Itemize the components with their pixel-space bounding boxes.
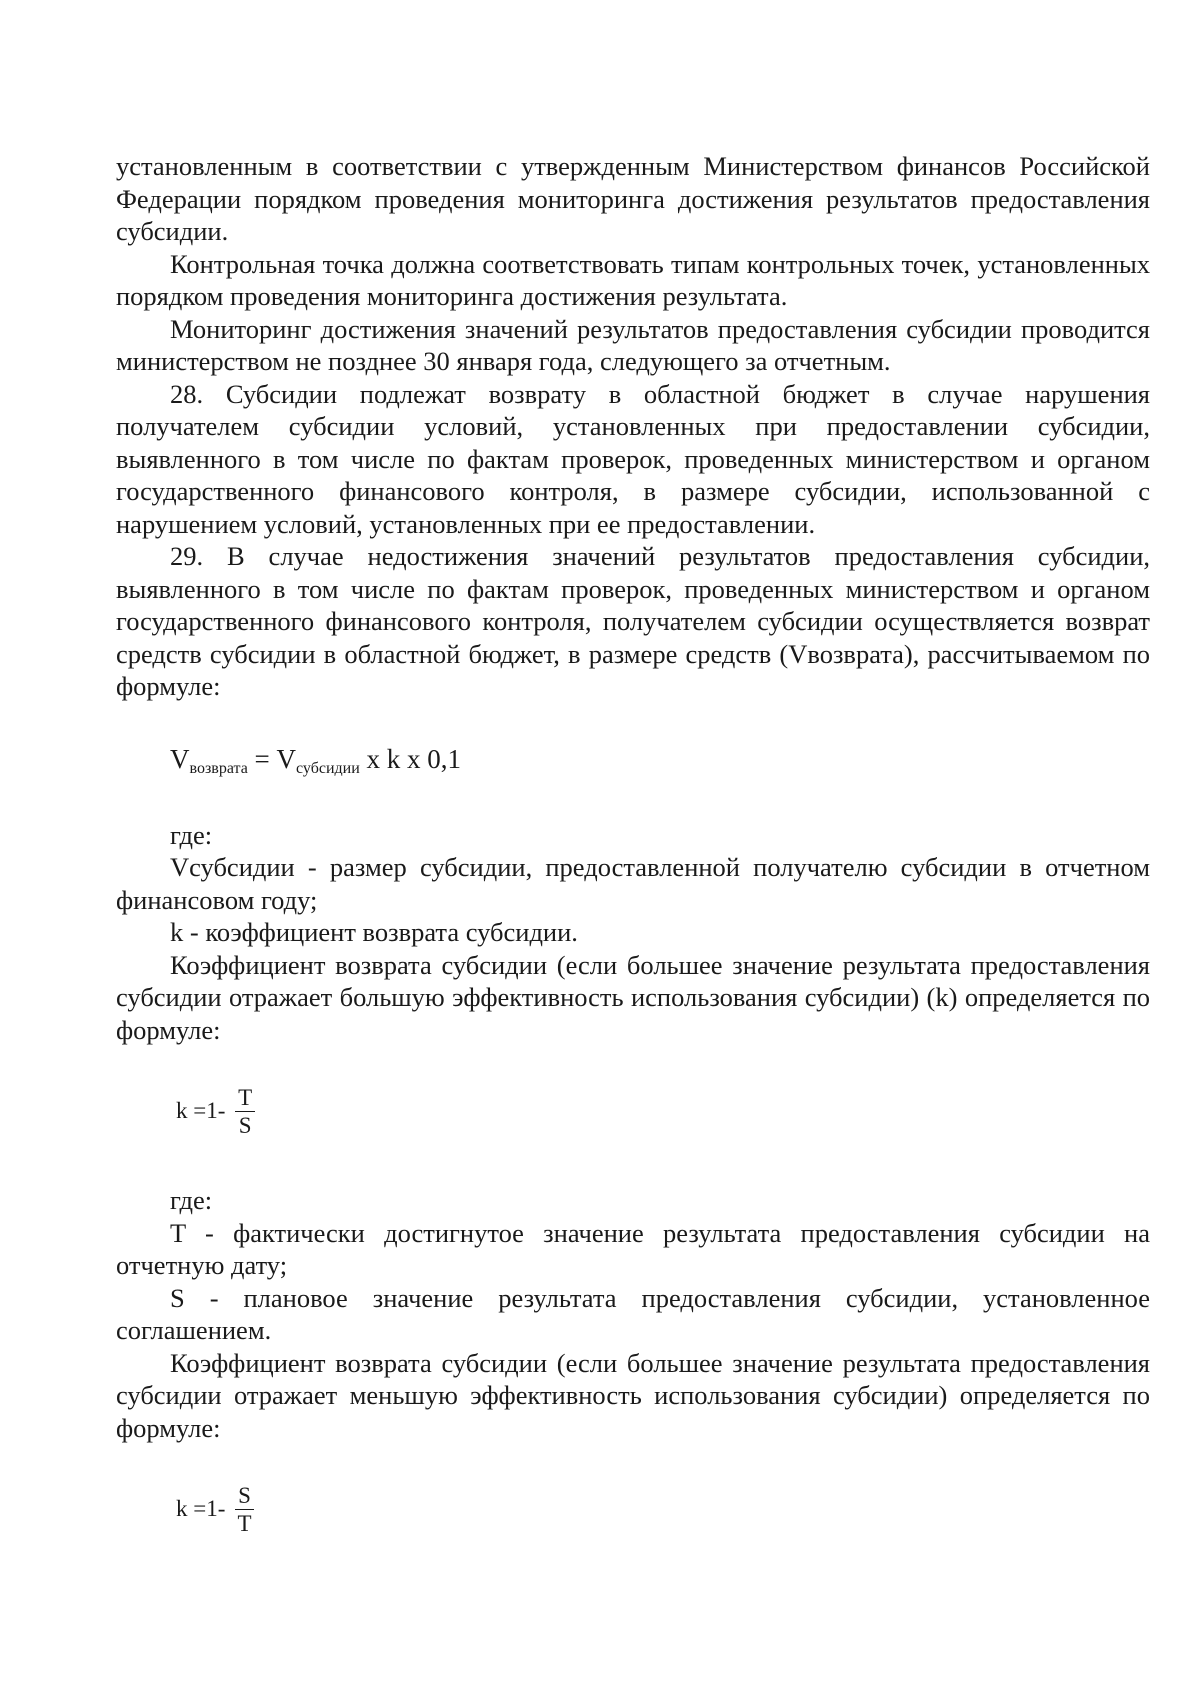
formula-k-lhs: k =1- [176, 1495, 232, 1521]
formula-multipliers: x k x 0,1 [359, 743, 462, 774]
fraction [235, 1084, 255, 1139]
paragraph-29: 29. В случае недостижения значений результатов предоставления субсидии, выявленного в том числе по фактам проверок, проведенных министерством и органом государственного финансового контроля, получателем субсидии осуществляется возврат средств субсидии в областной бюджет, в размере средств (Vвозврата), рассчитываемом по формуле: [116, 541, 1150, 701]
formula-k-large-effectiveness [176, 1080, 1150, 1142]
paragraph-c-3: Коэффициент возврата субсидии (если большее значение результата предоставления субсидии отражает меньшую эффективность использования субсидии) определяется по формуле: [116, 1347, 1150, 1443]
paragraph-28: 28. Субсидии подлежат возврату в областной бюджет в случае нарушения получателем субсидии условий, установленных при предоставлении субсидии, выявленного в том числе по фактам проверок, проведенных министерством и органом государственного финансового контроля, в размере субсидии, использованной с нарушением условий, установленных при ее предоставлении. [116, 378, 1150, 539]
fraction-numerator: T [235, 1084, 255, 1112]
paragraph-b-2: k - коэффициент возврата субсидии. [170, 917, 578, 947]
formula-v-symbol: V [170, 743, 190, 774]
formula-equals: = [247, 743, 277, 774]
fraction-denominator: T [237, 1510, 252, 1536]
fraction [235, 1482, 254, 1537]
formula-return-amount [170, 743, 1150, 775]
fraction-numerator: S [235, 1482, 254, 1510]
document-body [116, 150, 1150, 1540]
paragraph-a-1: Контрольная точка должна соответствовать типам контрольных точек, установленных порядком проведения мониторинга достижения результата. [116, 248, 1150, 311]
formula-k-lhs: k =1- [176, 1097, 232, 1123]
paragraph-c-0: где: [170, 1185, 213, 1215]
paragraph-a-0: установленным в соответствии с утвержденным Министерством финансов Российской Федерации порядком проведения мониторинга достижения результатов предоставления субсидии. [116, 151, 1150, 246]
formula-v-sub-subsidy: субсидии [296, 759, 360, 777]
fraction-denominator: S [238, 1112, 252, 1138]
paragraph-a-2: Мониторинг достижения значений результатов предоставления субсидии проводится министерством не позднее 30 января года, следующего за отчетным. [116, 313, 1150, 376]
formula-v-symbol-2: V [276, 743, 297, 774]
paragraph-c-2: S - плановое значение результата предоставления субсидии, установленное соглашением. [116, 1282, 1150, 1345]
formula-k-small-effectiveness [176, 1478, 1150, 1540]
paragraph-b-0: где: [170, 819, 213, 850]
paragraph-b-3: Коэффициент возврата субсидии (если большее значение результата предоставления субсидии отражает большую эффективность использования субсидии) (k) определяется по формуле: [116, 949, 1150, 1045]
paragraph-b-1: Vсубсидии - размер субсидии, предоставленной получателю субсидии в отчетном финансовом году; [116, 852, 1150, 915]
paragraph-c-1: T - фактически достигнутое значение результата предоставления субсидии на отчетную дату; [116, 1217, 1150, 1280]
formula-v-sub-return: возврата [189, 759, 248, 777]
